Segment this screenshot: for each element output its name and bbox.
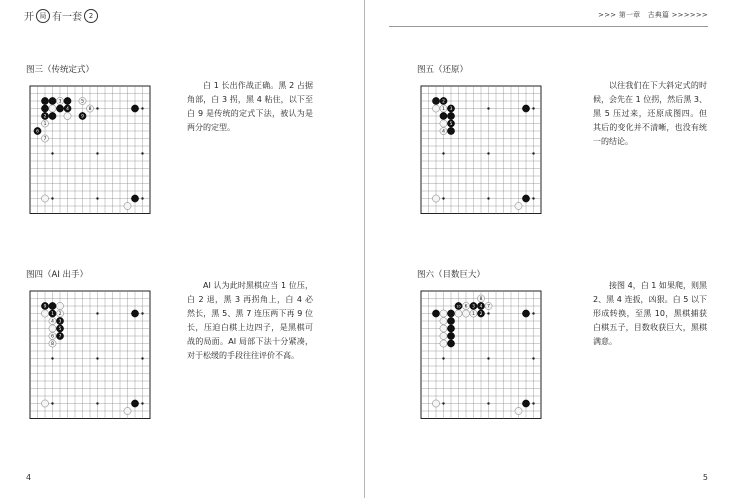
- white-stone: [470, 310, 477, 317]
- stone-move-number: 2: [58, 312, 62, 317]
- black-stone: [49, 310, 56, 317]
- black-stone: [470, 302, 477, 309]
- white-stone: [49, 332, 56, 339]
- white-stone: [49, 105, 56, 112]
- left-page-number: 4: [26, 473, 32, 482]
- star-point: [141, 152, 143, 154]
- book-volume-number: 2: [84, 9, 98, 23]
- star-point: [51, 357, 53, 359]
- star-point: [141, 357, 143, 359]
- figure-5-title: 图五（还原）: [417, 65, 469, 75]
- white-stone: [86, 105, 93, 112]
- star-point: [51, 197, 53, 199]
- white-stone: [56, 97, 63, 104]
- star-point: [487, 197, 489, 199]
- star-point: [487, 152, 489, 154]
- black-stone: [447, 317, 454, 324]
- book-title-header: [24, 8, 98, 23]
- stone-move-number: 3: [449, 107, 453, 112]
- star-point: [487, 107, 489, 109]
- white-stone: [56, 302, 63, 309]
- black-stone: [447, 127, 454, 134]
- stone-move-number: 2: [442, 99, 445, 105]
- stone-move-number: 3: [58, 99, 62, 105]
- white-stone: [440, 127, 447, 134]
- star-point: [442, 357, 444, 359]
- black-stone: [34, 127, 41, 134]
- go-board-svg: [26, 82, 154, 222]
- white-stone: [41, 310, 48, 317]
- stone-move-number: 5: [58, 327, 62, 332]
- star-point: [96, 152, 98, 154]
- figure-4-caption: AI 认为此时黑棋应当 1 位压，白 2 退，黑 3 再拐角上，白 4 必然长，黑 5、黑 7 连压两下再 9 位长，压迫白棋上边四子，是黑棋可战的局面。AI 局部下法十分紧凑，对于松缓的手段往往评价不高。: [187, 281, 313, 360]
- stone-move-number: 8: [88, 107, 92, 112]
- white-stone: [41, 135, 48, 142]
- white-stone: [485, 302, 492, 309]
- black-stone: [56, 105, 63, 112]
- stone-move-number: 3: [58, 319, 62, 325]
- black-stone: [432, 97, 439, 104]
- star-point: [51, 152, 53, 154]
- white-stone: [440, 325, 447, 332]
- stone-move-number: 8: [479, 297, 483, 302]
- figure-4-go-board: [26, 287, 154, 427]
- star-point: [141, 312, 143, 314]
- star-point: [487, 312, 489, 314]
- black-stone: [79, 112, 86, 119]
- stone-move-number: 1: [43, 122, 47, 127]
- stone-move-number: 2: [479, 312, 483, 317]
- black-stone: [522, 105, 529, 112]
- figure-3-title: 图三（传统定式）: [26, 65, 95, 75]
- stone-move-number: 1: [472, 312, 475, 317]
- black-stone: [440, 112, 447, 119]
- stone-move-number: 6: [36, 129, 39, 135]
- white-stone: [440, 317, 447, 324]
- stone-move-number: 9: [43, 304, 47, 310]
- star-point: [96, 197, 98, 199]
- star-point: [141, 107, 143, 109]
- stone-move-number: 5: [449, 122, 453, 127]
- white-stone: [477, 295, 484, 302]
- book-title-circle-char: 局: [36, 9, 50, 23]
- figure-3-caption: 白 1 长出作战正确。黑 2 占据角部，白 3 拐，黑 4 粘住，以下至白 9 是传统的定式下法，被认为是两分的定型。: [187, 81, 313, 132]
- star-point: [141, 402, 143, 404]
- white-stone: [41, 400, 48, 407]
- white-stone: [41, 120, 48, 127]
- black-stone: [56, 317, 63, 324]
- figure-6-caption: 接图 4，白 1 如果爬，则黑 2、黑 4 连扳，凶狠。白 5 以下形成转换，至黑 10，黑棋捕获白棋五子，目数收获巨大，黑棋满意。: [593, 281, 707, 346]
- go-board-svg: [26, 287, 154, 427]
- white-stone: [462, 310, 469, 317]
- white-stone: [432, 400, 439, 407]
- stone-move-number: 1: [442, 107, 445, 112]
- black-stone: [64, 105, 71, 112]
- white-stone: [79, 97, 86, 104]
- black-stone: [131, 105, 138, 112]
- white-stone: [124, 407, 131, 414]
- star-point: [96, 312, 98, 314]
- book-title-first-char: 开: [24, 12, 34, 23]
- white-stone: [440, 340, 447, 347]
- figure-6-title: 图六（目数巨大）: [417, 270, 486, 280]
- star-point: [442, 197, 444, 199]
- go-board-svg: [417, 287, 545, 427]
- star-point: [532, 152, 534, 154]
- go-board-svg: [417, 82, 545, 222]
- black-stone: [49, 97, 56, 104]
- black-stone: [64, 97, 71, 104]
- white-stone: [432, 105, 439, 112]
- black-stone: [49, 302, 56, 309]
- black-stone: [522, 195, 529, 202]
- white-stone: [515, 202, 522, 209]
- header-rule: [389, 26, 708, 27]
- stone-move-number: 9: [81, 114, 84, 120]
- star-point: [442, 152, 444, 154]
- star-point: [442, 402, 444, 404]
- white-stone: [49, 340, 56, 347]
- star-point: [141, 197, 143, 199]
- stone-move-number: 10: [456, 304, 461, 309]
- black-stone: [131, 400, 138, 407]
- chapter-header: >>> 第一章 古典篇 >>>>>>: [598, 11, 708, 19]
- black-stone: [41, 112, 48, 119]
- white-stone: [515, 407, 522, 414]
- stone-move-number: 4: [479, 304, 483, 310]
- white-stone: [49, 317, 56, 324]
- right-page: [365, 0, 730, 498]
- stone-move-number: 6: [51, 334, 54, 340]
- white-stone: [56, 310, 63, 317]
- stone-move-number: 3: [472, 304, 475, 310]
- stone-move-number: 7: [487, 304, 490, 310]
- black-stone: [56, 332, 63, 339]
- stone-move-number: 2: [43, 114, 47, 120]
- star-point: [532, 357, 534, 359]
- black-stone: [131, 195, 138, 202]
- stone-move-number: 1: [51, 312, 54, 317]
- figure-5-caption: 以往我们在下大斜定式的时候，会先在 1 位拐，然后黑 3、黑 5 压过来，还原成图四。但其后的变化并不清晰，也没有统一的结论。: [593, 81, 707, 146]
- star-point: [532, 312, 534, 314]
- black-stone: [447, 332, 454, 339]
- black-stone: [455, 302, 462, 309]
- stone-move-number: 5: [81, 99, 84, 105]
- figure-3-go-board: [26, 82, 154, 222]
- white-stone: [41, 195, 48, 202]
- stone-move-number: 7: [43, 137, 47, 142]
- black-stone: [447, 120, 454, 127]
- black-stone: [447, 310, 454, 317]
- star-point: [532, 107, 534, 109]
- white-stone: [440, 120, 447, 127]
- white-stone: [440, 310, 447, 317]
- stone-move-number: 6: [464, 304, 468, 310]
- black-stone: [49, 112, 56, 119]
- black-stone: [56, 325, 63, 332]
- black-stone: [522, 310, 529, 317]
- black-stone: [477, 302, 484, 309]
- white-stone: [124, 202, 131, 209]
- star-point: [532, 197, 534, 199]
- figure-4-title: 图四（AI 出手）: [26, 270, 89, 280]
- white-stone: [462, 302, 469, 309]
- black-stone: [477, 310, 484, 317]
- black-stone: [447, 112, 454, 119]
- black-stone: [41, 302, 48, 309]
- white-stone: [440, 332, 447, 339]
- black-stone: [447, 325, 454, 332]
- stone-move-number: 7: [58, 334, 62, 340]
- right-page-number: 5: [702, 473, 708, 482]
- star-point: [51, 402, 53, 404]
- book-title-rest: 有一套: [52, 12, 82, 23]
- black-stone: [522, 400, 529, 407]
- black-stone: [432, 310, 439, 317]
- stone-move-number: 4: [51, 319, 54, 325]
- star-point: [96, 402, 98, 404]
- black-stone: [131, 310, 138, 317]
- star-point: [487, 402, 489, 404]
- black-stone: [41, 97, 48, 104]
- star-point: [532, 402, 534, 404]
- star-point: [96, 357, 98, 359]
- stone-move-number: 4: [442, 129, 445, 135]
- star-point: [96, 107, 98, 109]
- white-stone: [64, 112, 71, 119]
- white-stone: [49, 325, 56, 332]
- black-stone: [447, 105, 454, 112]
- star-point: [487, 357, 489, 359]
- white-stone: [432, 195, 439, 202]
- black-stone: [41, 105, 48, 112]
- white-stone: [455, 310, 462, 317]
- black-stone: [440, 97, 447, 104]
- figure-6-go-board: [417, 287, 545, 427]
- stone-move-number: 4: [66, 107, 69, 112]
- white-stone: [440, 105, 447, 112]
- black-stone: [447, 340, 454, 347]
- stone-move-number: 8: [51, 342, 54, 347]
- figure-5-go-board: [417, 82, 545, 222]
